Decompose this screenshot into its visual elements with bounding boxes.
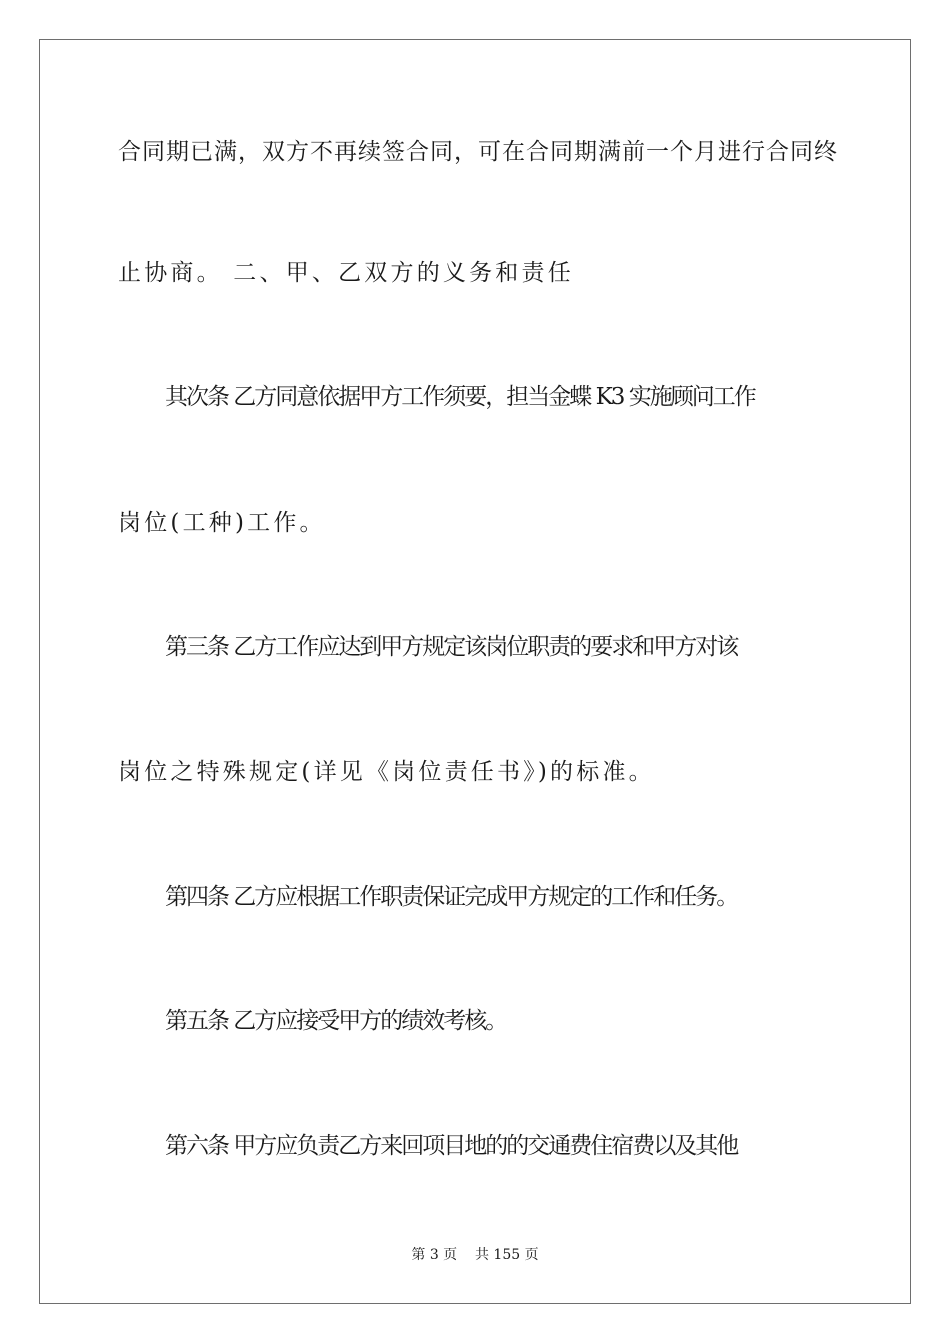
- text-line-7: 第四条 乙方应根据工作职责保证完成甲方规定的工作和任务。: [165, 884, 738, 910]
- text-line-2: 止协商。 二、甲、乙双方的义务和责任: [118, 260, 574, 286]
- text-line-9: 第六条 甲方应负责乙方来回项目地的的交通费住宿费以及其他: [165, 1133, 738, 1159]
- text-line-6: 岗位之特殊规定(详见《岗位责任书》)的标准。: [118, 759, 655, 785]
- text-line-3: 其次条 乙方同意依据甲方工作须要，担当金蝶 K3 实施顾问工作: [165, 384, 755, 410]
- text-line-5: 第三条 乙方工作应达到甲方规定该岗位职责的要求和甲方对该: [165, 634, 738, 660]
- page-border: [39, 39, 911, 1304]
- text-line-4: 岗位(工种)工作。: [118, 510, 326, 536]
- text-line-8: 第五条 乙方应接受甲方的绩效考核。: [165, 1008, 507, 1034]
- page-number-footer: 第 3 页 共 155 页: [411, 1247, 539, 1263]
- text-line-1: 合同期已满，双方不再续签合同，可在合同期满前一个月进行合同终: [118, 139, 838, 165]
